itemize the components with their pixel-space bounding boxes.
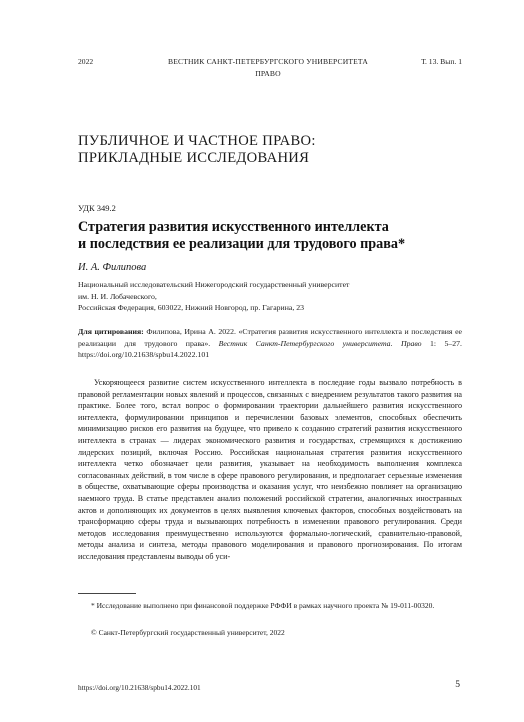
doi-link[interactable]: https://doi.org/10.21638/spbu14.2022.101 — [78, 683, 201, 692]
footnote-funding: * Исследование выполнено при финансовой поддержке РФФИ в рамках научного проекта № 19-011-00320. — [91, 601, 435, 610]
text-line: Российская Федерация, 603022, Нижний Новгород, пр. Гагарина, 23 — [78, 303, 305, 313]
header-year: 2022 — [78, 57, 94, 66]
copyright-notice: © Санкт-Петербургский государственный университет, 2022 — [91, 628, 285, 637]
author-name: И. А. Филипова — [78, 262, 147, 273]
author-affiliation — [78, 279, 478, 314]
citation-tail: 1: 5–27. https://doi.org/10.21638/spbu14.2022.101 — [78, 338, 463, 360]
text-line: ПУБЛИЧНОЕ И ЧАСТНОЕ ПРАВО: — [78, 133, 316, 149]
text-line: и последствия ее реализации для трудового права* — [78, 236, 406, 252]
citation-journal: Вестник Санкт-Петербургского университета. Право — [218, 338, 422, 348]
citation-text: Филипова, Ирина А. 2022. «Стратегия развития искусственного интеллекта и последствия ее реализации для трудового права». — [78, 327, 462, 348]
citation-label: Для цитирования: — [78, 327, 144, 336]
abstract-text: Ускоряющееся развитие систем искусственного интеллекта в последние годы вызвало потребность в правовой регламентации новых явлений и процессов, связанных с внедрением результатов такого развития на практике. Более того, встал вопрос о формировании траектории дальнейшего развития искусственного интеллекта, формулировании принципов и перечислении базовых элементов, способных обеспечить минимизацию рисков его развития на будущее, что привело к созданию стратегий развития искусственного интеллекта в странах — лидерах экономического развития и государствах, стремящихся к достижению лидерских позиций, включая Россию. Российская национальная стратегия развития искусственного интеллекта четко обозначает цели развития, указывает на необходимость выполнения комплекса согласованных действий, в том числе в сфере правового регулирования, и предполагает серьезные изменения в обществе, охватывающие сферы производства и оказания услуг, что неизбежно повлияет на организацию наемного труда. В статье представлен анализ положений российской стратегии, аналогичных иностранных актов и дополняющих их документов в целях выявления ключевых факторов, способных воздействовать на трансформацию сферы труда и вызывающих потребность в изменении правового регулирования. Среди методов исследования преимущественно используются формально-логический, сравнительно-правовой, методы анализа и синтеза, методы правового моделирования и правового прогнозирования. По итогам исследования представлены выводы об уси- — [78, 378, 462, 561]
text-line: им. Н. И. Лобачевского, — [78, 291, 157, 301]
text-line: ПРАВО — [255, 69, 281, 78]
footnote-divider — [78, 593, 136, 594]
text-line: ПРИКЛАДНЫЕ ИССЛЕДОВАНИЯ — [78, 150, 310, 166]
header-volume: Т. 13. Вып. 1 — [421, 57, 462, 66]
citation-block — [78, 326, 462, 361]
section-title — [78, 133, 468, 167]
page-number: 5 — [455, 680, 460, 690]
udc-code: УДК 349.2 — [78, 203, 116, 213]
text-line: Национальный исследовательский Нижегородский государственный университет — [78, 280, 350, 289]
article-title — [78, 219, 478, 253]
header-journal-title — [150, 56, 386, 80]
text-line: ВЕСТНИК САНКТ-ПЕТЕРБУРГСКОГО УНИВЕРСИТЕТА — [168, 57, 368, 66]
text-line: Стратегия развития искусственного интеллекта — [78, 219, 389, 235]
